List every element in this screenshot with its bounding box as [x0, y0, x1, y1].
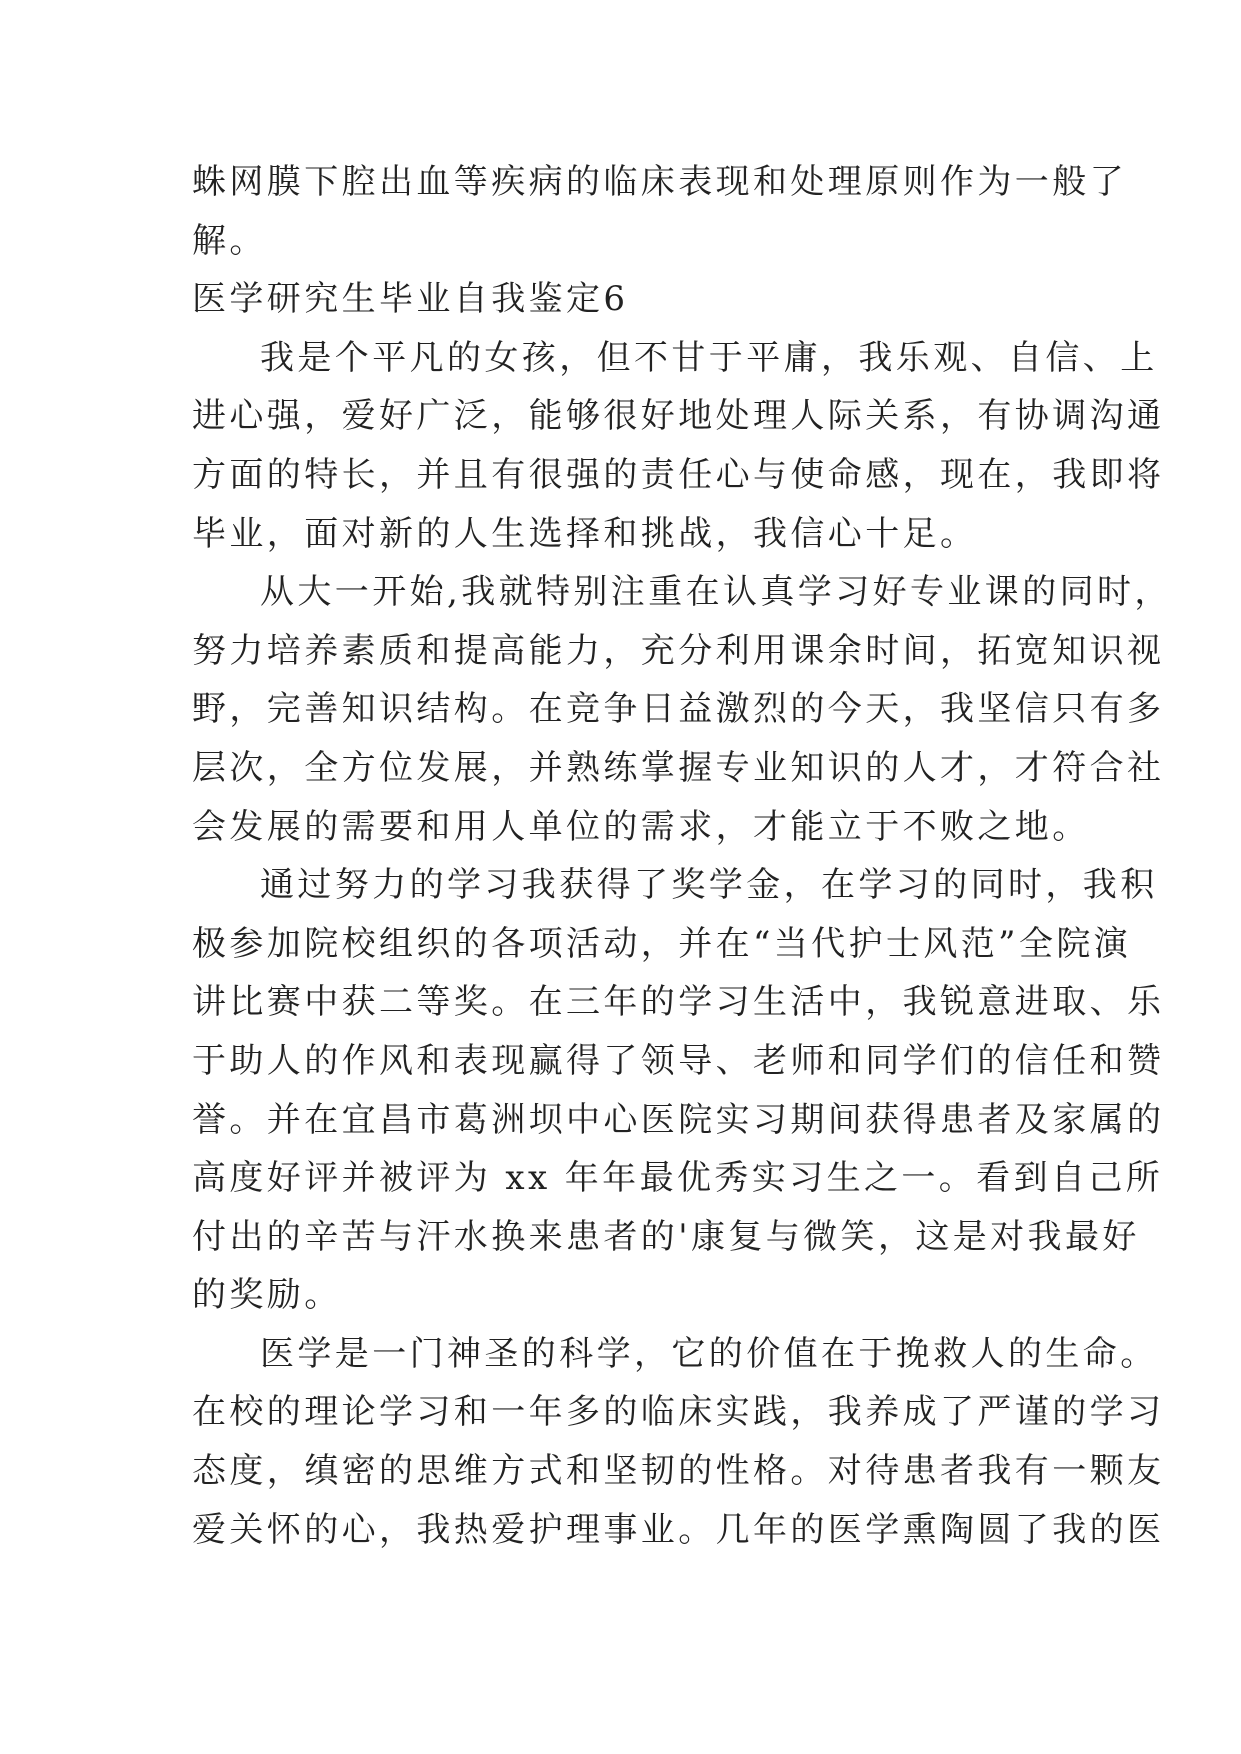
text-line: 努力培养素质和提高能力，充分利用课余时间，拓宽知识视 [192, 630, 1165, 671]
text-line: 通过努力的学习我获得了奖学金，在学习的同时，我积 [260, 865, 1158, 906]
section-heading: 医学研究生毕业自我鉴定6 [192, 279, 629, 320]
text-line: 方面的特长，并且有很强的责任心与使命感，现在，我即将 [192, 454, 1165, 495]
text-line: 在校的理论学习和一年多的临床实践，我养成了严谨的学习 [192, 1392, 1165, 1433]
text-line: 讲比赛中获二等奖。在三年的学习生活中，我锐意进取、乐 [192, 982, 1165, 1023]
text-line: 蛛网膜下腔出血等疾病的临床表现和处理原则作为一般了 [192, 162, 1127, 202]
text-line: 进心强，爱好广泛，能够很好地处理人际关系，有协调沟通 [192, 396, 1165, 437]
text-line: 于助人的作风和表现赢得了领导、老师和同学们的信任和赞 [192, 1040, 1165, 1081]
text-line: 毕业，面对新的人生选择和挑战，我信心十足。 [192, 513, 978, 554]
text-line: 爱关怀的心，我热爱护理事业。几年的医学熏陶圆了我的医 [192, 1509, 1165, 1550]
text-line: 高度好评并被评为 xx 年年最优秀实习生之一。看到自己所 [192, 1158, 1164, 1199]
text-line: 态度，缜密的思维方式和坚韧的性格。对待患者我有一颗友 [192, 1451, 1165, 1492]
text-line: 解。 [192, 220, 267, 261]
text-line: 极参加院校组织的各项活动，并在“当代护士风范”全院演 [192, 923, 1132, 964]
text-line: 会发展的需要和用人单位的需求，才能立于不败之地。 [192, 806, 1090, 847]
text-line: 层次，全方位发展，并熟练掌握专业知识的人才，才符合社 [192, 747, 1165, 788]
text-line: 从大一开始,我就特别注重在认真学习好专业课的同时， [260, 572, 1172, 613]
text-line: 的奖励。 [192, 1275, 342, 1316]
text-line: 付出的辛苦与汗水换来患者的'康复与微笑，这是对我最好 [192, 1216, 1140, 1257]
text-line: 誉。并在宜昌市葛洲坝中心医院实习期间获得患者及家属的 [192, 1099, 1165, 1140]
document-body [192, 153, 1172, 1559]
text-line: 我是个平凡的女孩，但不甘于平庸，我乐观、自信、上 [260, 337, 1158, 378]
text-line: 医学是一门神圣的科学，它的价值在于挽救人的生命。 [260, 1333, 1158, 1374]
text-line: 野，完善知识结构。在竞争日益激烈的今天，我坚信只有多 [192, 689, 1165, 730]
